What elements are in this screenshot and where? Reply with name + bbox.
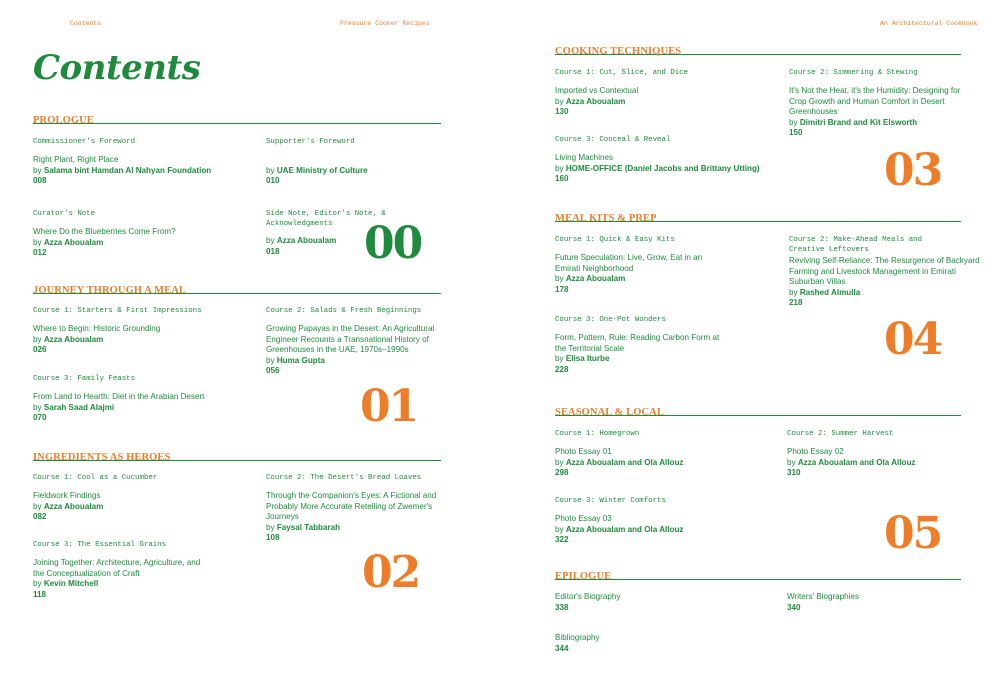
toc-entry[interactable]: Course 3: One-Pot Wonders Form, Pattern, Rule: Reading Carbon Form at the Territorial Scale by Elisa Iturbe 228: [555, 316, 720, 374]
toc-entry[interactable]: Course 1: Starters & First Impressions Where to Begin: Historic Grounding by Azza Aboualam 026: [33, 306, 253, 356]
entry-page: 008: [33, 176, 47, 185]
entry-page: 178: [555, 284, 569, 294]
toc-entry[interactable]: Course 3: Conceal & Reveal Living Machines by HOME-OFFICE (Daniel Jacobs and Brittany Utting) 160: [555, 135, 785, 185]
toc-entry[interactable]: Course 1: Cut, Slice, and Dice Imported vs Contextual by Azza Aboualam 130: [555, 68, 775, 118]
entry-author: Azza Aboualam and Ola Allouz: [565, 524, 684, 534]
section-heading-techniques: COOKING TECHNIQUES: [555, 41, 961, 55]
section-number-00: 00: [364, 218, 422, 269]
toc-entry[interactable]: Course 1: Cool as a Cucumber Fieldwork Findings by Azza Aboualam 082: [33, 473, 253, 523]
entry-title: Living Machines: [555, 153, 614, 162]
entry-title: Where to Begin: Historic Grounding: [33, 324, 161, 333]
course-label: Course 3: One-Pot Wonders: [555, 316, 666, 324]
section-heading-ingredients: INGREDIENTS AS HEROES: [33, 447, 441, 461]
entry-page: 070: [33, 413, 47, 422]
toc-entry[interactable]: Commissioner's Foreword Right Plant, Right Place by Salama bint Hamdan Al Nahyan Foundation 008: [33, 137, 253, 187]
entry-page: 310: [787, 468, 801, 477]
course-label: Supporter's Foreword: [266, 138, 355, 146]
toc-entry[interactable]: Course 2: Salads & Fresh Beginnings Growing Papayas in the Desert: An Agricultural Engineer Recounts a Transnational History of Greenhouses in the UAE, 1970s–1990s by Huma Gupta 056: [266, 306, 458, 377]
toc-entry[interactable]: Course 3: The Essential Grains Joining Together: Architecture, Agriculture, and the Conceptualization of Craft by Kevin Mitchell 118: [33, 540, 213, 600]
entry-author: Elisa Iturbe: [565, 354, 610, 363]
running-head-center: Pressure Cooker Recipes: [340, 20, 430, 27]
entry-author: Sarah Saad Alajmi: [43, 402, 115, 412]
section-number-04: 04: [884, 314, 942, 365]
toc-entry[interactable]: Course 2: Summer Harvest Photo Essay 02 by Azza Aboualam and Ola Allouz 310: [787, 429, 967, 479]
toc-entry[interactable]: Side Note, Editor's Note, & Acknowledgments by Azza Aboualam 018: [266, 209, 396, 257]
entry-title: Joining Together: Architecture, Agriculture, and the Conceptualization of Craft: [33, 558, 201, 578]
entry-page: 082: [33, 512, 47, 521]
section-heading-epilogue: EPILOGUE: [555, 566, 961, 580]
course-label: Course 2: Make-Ahead Meals and Creative Leftovers: [789, 236, 923, 254]
toc-entry[interactable]: Curator's Note Where Do the Blueberries Come From? by Azza Aboualam 012: [33, 209, 253, 259]
course-label: Course 3: The Essential Grains: [33, 541, 167, 549]
entry-page: 118: [33, 589, 47, 599]
course-label: Course 2: Salads & Fresh Beginnings: [266, 307, 422, 315]
toc-entry[interactable]: [555, 592, 755, 613]
entry-author: UAE Ministry of Culture: [276, 165, 368, 175]
entry-author: Kevin Mitchell: [43, 579, 99, 588]
entry-author: Azza Aboualam and Ola Allouz: [565, 457, 684, 467]
toc-entry[interactable]: Course 3: Family Feasts From Land to Hearth: Diet in the Arabian Desert by Sarah Saad Alajmi 070: [33, 374, 263, 424]
entry-page: 150: [789, 128, 803, 137]
section-heading-seasonal: SEASONAL & LOCAL: [555, 402, 961, 416]
entry-title: Photo Essay 03: [555, 514, 612, 523]
entry-page: 160: [555, 174, 569, 183]
entry-page: 298: [555, 468, 569, 477]
running-head-right: An Architectural Cookbook: [880, 20, 978, 27]
entry-page: 338: [555, 602, 569, 612]
entry-page: 018: [266, 246, 280, 256]
entry-title: Photo Essay 01: [555, 447, 612, 456]
course-label: Course 1: Cool as a Cucumber: [33, 474, 158, 482]
section-heading-prologue: PROLOGUE: [33, 110, 441, 124]
course-label: Course 2: Summer Harvest: [787, 430, 894, 438]
course-label: Course 1: Cut, Slice, and Dice: [555, 69, 689, 77]
entry-title: Imported vs Contextual: [555, 86, 639, 95]
section-heading-journey: JOURNEY THROUGH A MEAL: [33, 280, 441, 294]
toc-entry[interactable]: Course 1: Quick & Easy Kits Future Speculation: Live, Grow, Eat in an Emirati Neighborhood by Azza Aboualam 178: [555, 235, 715, 295]
entry-page: 012: [33, 248, 47, 257]
course-label: Course 2: Simmering & Stewing: [789, 69, 918, 77]
course-label: Course 1: Starters & First Impressions: [33, 307, 202, 315]
course-label: Course 1: Homegrown: [555, 430, 640, 438]
entry-title: Photo Essay 02: [787, 447, 844, 456]
entry-title: Writers' Biographies: [787, 592, 860, 601]
entry-author: Azza Aboualam and Ola Allouz: [797, 457, 916, 467]
entry-author: Dimitri Brand and Kit Elsworth: [799, 117, 918, 127]
course-label: Commissioner's Foreword: [33, 138, 136, 146]
toc-entry[interactable]: Course 2: Simmering & Stewing It's Not the Heat, it's the Humidity: Designing for Crop Growth and Human Comfort in Desert Greenhouses by Dimitri Brand and Kit Elsworth 150: [789, 68, 967, 139]
entry-title: Form, Pattern, Rule: Reading Carbon Form at the Territorial Scale: [555, 333, 720, 353]
entry-title: Editor's Biography: [555, 592, 621, 601]
entry-author: HOME-OFFICE (Daniel Jacobs and Brittany Utting): [565, 163, 760, 173]
entry-page: 010: [266, 176, 280, 185]
entry-author: Rashed Almulla: [799, 287, 861, 297]
entry-page: 130: [555, 107, 569, 116]
section-number-02: 02: [362, 547, 420, 598]
entry-title: Through the Companion's Eyes: A Fictional and Probably More Accurate Retelling of Zwemer's Journeys: [266, 491, 437, 521]
entry-title: Fieldwork Findings: [33, 491, 101, 500]
entry-author: Huma Gupta: [276, 355, 325, 365]
entry-author: Azza Aboualam: [43, 237, 104, 247]
toc-entry[interactable]: [787, 592, 967, 613]
entry-page: 026: [33, 345, 47, 354]
entry-title: Reviving Self-Reliance: The Resurgence of Backyard Farming and Livestock Management in Emirati Suburban Villas: [789, 256, 980, 286]
course-label: Side Note, Editor's Note, & Acknowledgments: [266, 210, 386, 228]
toc-entry[interactable]: Course 2: The Desert's Bread Loaves Through the Companion's Eyes: A Fictional and Probably More Accurate Retelling of Zwemer's Journeys by Faysal Tabbarah 108: [266, 473, 446, 544]
page-title: Contents: [33, 48, 201, 88]
toc-entry[interactable]: Supporter's Foreword by UAE Ministry of Culture 010: [266, 137, 446, 187]
course-label: Course 3: Family Feasts: [33, 375, 136, 383]
entry-page: 340: [787, 602, 801, 612]
section-number-01: 01: [360, 381, 418, 432]
toc-entry[interactable]: Course 2: Make-Ahead Meals and Creative Leftovers Reviving Self-Reliance: The Resurgence of Backyard Farming and Livestock Management in Emirati Suburban Villas by Rashed Almulla 218: [789, 235, 984, 309]
entry-author: Azza Aboualam: [43, 334, 104, 344]
entry-author: Azza Aboualam: [565, 274, 626, 283]
toc-entry[interactable]: Course 1: Homegrown Photo Essay 01 by Azza Aboualam and Ola Allouz 298: [555, 429, 775, 479]
entry-title: It's Not the Heat, it's the Humidity: Designing for Crop Growth and Human Comfort in Desert Greenhouses: [789, 86, 961, 116]
section-heading-mealkits: MEAL KITS & PREP: [555, 208, 961, 222]
running-head-left: Contents: [70, 20, 102, 27]
entry-page: 056: [266, 366, 280, 375]
entry-title: From Land to Hearth: Diet in the Arabian Desert: [33, 392, 205, 401]
entry-title: Bibliography: [555, 633, 600, 642]
section-number-05: 05: [884, 508, 942, 559]
course-label: Course 3: Conceal & Reveal: [555, 136, 671, 144]
entry-title: Where Do the Blueberries Come From?: [33, 227, 176, 236]
toc-entry[interactable]: [555, 633, 755, 654]
section-number-03: 03: [884, 145, 942, 196]
entry-title: Future Speculation: Live, Grow, Eat in an Emirati Neighborhood: [555, 253, 703, 273]
entry-author: Azza Aboualam: [43, 501, 104, 511]
course-label: Course 2: The Desert's Bread Loaves: [266, 474, 422, 482]
course-label: Curator's Note: [33, 210, 96, 218]
entry-page: 228: [555, 364, 569, 374]
entry-page: 218: [789, 298, 803, 307]
toc-entry[interactable]: Course 3: Winter Comforts Photo Essay 03 by Azza Aboualam and Ola Allouz 322: [555, 496, 775, 546]
entry-author: Azza Aboualam: [565, 96, 626, 106]
entry-author: Salama bint Hamdan Al Nahyan Foundation: [43, 165, 212, 175]
course-label: Course 1: Quick & Easy Kits: [555, 236, 675, 244]
entry-author: Faysal Tabbarah: [276, 522, 341, 532]
entry-author: Azza Aboualam: [276, 236, 337, 245]
entry-page: 344: [555, 643, 569, 653]
course-label: Course 3: Winter Comforts: [555, 497, 666, 505]
entry-title: Right Plant, Right Place: [33, 155, 119, 164]
entry-title: Growing Papayas in the Desert: An Agricultural Engineer Recounts a Transnational History of Greenhouses in the UAE, 1970s–1990s: [266, 324, 435, 354]
entry-page: 108: [266, 533, 280, 542]
entry-page: 322: [555, 535, 569, 544]
